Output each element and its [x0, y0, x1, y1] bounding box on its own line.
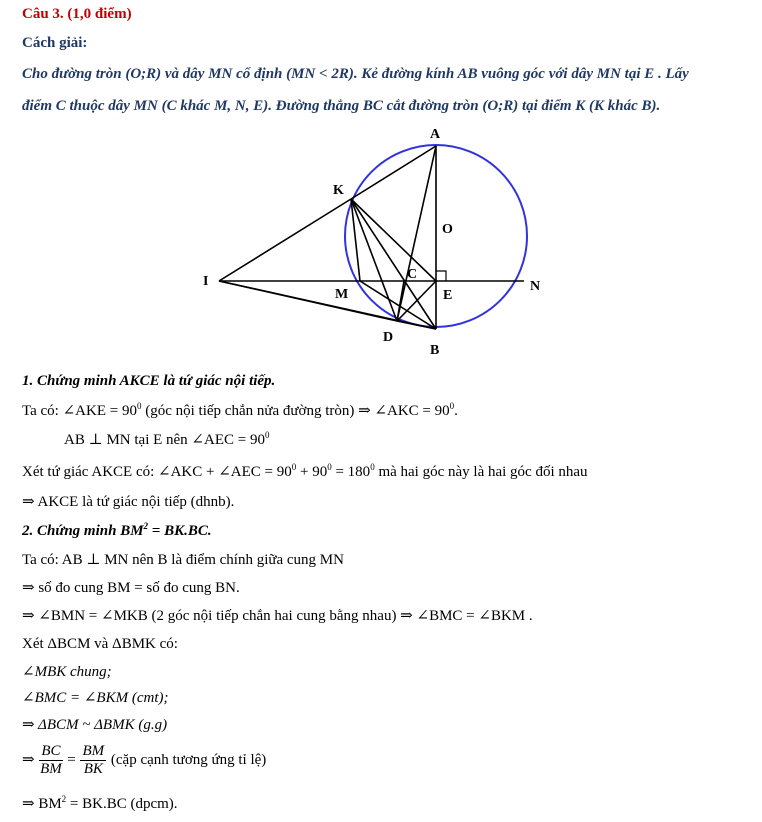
- label-M: M: [335, 287, 349, 302]
- segment-KA: [351, 146, 436, 199]
- part1-line-2: AB ⊥ MN tại E nên ∠AEC = $90^0$: [64, 430, 270, 448]
- part2-line-6: ∠BMC = ∠BKM (cmt);: [22, 690, 169, 706]
- part1-line-3: Xét tứ giác AKCE có: ∠AKC + ∠AEC = $90^0 + 90^0 = 180^0$ mà hai góc này là hai góc đối nhau: [22, 462, 588, 480]
- solution-label: Cách giải:: [22, 35, 88, 51]
- part2-title: 2. Chứng minh $BM^2 = BK.BC$.: [22, 521, 212, 539]
- part2-line-4: Xét ΔBCM và ΔBMK có:: [22, 636, 178, 652]
- part1-line-4: ⇒ AKCE là tứ giác nội tiếp (dhnb).: [22, 494, 235, 510]
- problem-line-1: Cho đường tròn (O;R) và dây MN cố định (MN < 2R). Kẻ đường kính AB vuông góc với dây MN tại E . Lấy: [22, 66, 689, 82]
- label-O: O: [442, 222, 453, 237]
- label-I: I: [203, 274, 209, 289]
- label-B: B: [430, 343, 440, 358]
- part2-line-1: Ta có: AB ⊥ MN nên B là điểm chính giữa cung MN: [22, 552, 344, 568]
- right-angle-mark: [436, 271, 446, 281]
- label-C: C: [407, 267, 418, 282]
- part2-line-8: ⇒ $\frac{BC}{BM}$ = $\frac{BM}{BK}$ (cặp cạnh tương ứng tỉ lệ): [22, 743, 267, 778]
- part1-line-1: Ta có: ∠AKE = $90^0$ (góc nội tiếp chắn nửa đường tròn) ⇒ ∠AKC = $90^0$.: [22, 401, 458, 419]
- part2-line-7: ⇒ ΔBCM ~ ΔBMK (g.g): [22, 717, 168, 733]
- fraction-bm-bk: $\frac{BM}{BK}$: [82, 743, 105, 778]
- part2-line-2: ⇒ số đo cung BM = số đo cung BN.: [22, 580, 240, 596]
- segment-IK: [219, 199, 351, 281]
- part1-title: 1. Chứng minh AKCE là tứ giác nội tiếp.: [22, 373, 276, 389]
- label-E: E: [443, 288, 453, 303]
- part2-line-9: ⇒ $BM^2 = BK.BC$ (dpcm).: [22, 794, 178, 812]
- segment-KE: [351, 199, 436, 281]
- problem-line-2: điểm C thuộc dây MN (C khác M, N, E). Đường thẳng BC cắt đường tròn (O;R) tại điểm K (K khác B).: [22, 98, 661, 114]
- segment-AD: [397, 146, 436, 321]
- label-N: N: [530, 279, 541, 294]
- part2-line-3: ⇒ ∠BMN = ∠MKB (2 góc nội tiếp chắn hai cung bằng nhau) ⇒ ∠BMC = ∠BKM .: [22, 608, 533, 624]
- geometry-figure: [190, 118, 550, 363]
- question-heading: Câu 3. (1,0 điểm): [22, 6, 132, 22]
- label-K: K: [333, 183, 344, 198]
- label-A: A: [430, 127, 441, 142]
- label-D: D: [383, 330, 394, 345]
- fraction-bc-bm: $\frac{BC}{BM}$: [40, 743, 62, 778]
- part2-line-5: ∠MBK chung;: [22, 664, 112, 680]
